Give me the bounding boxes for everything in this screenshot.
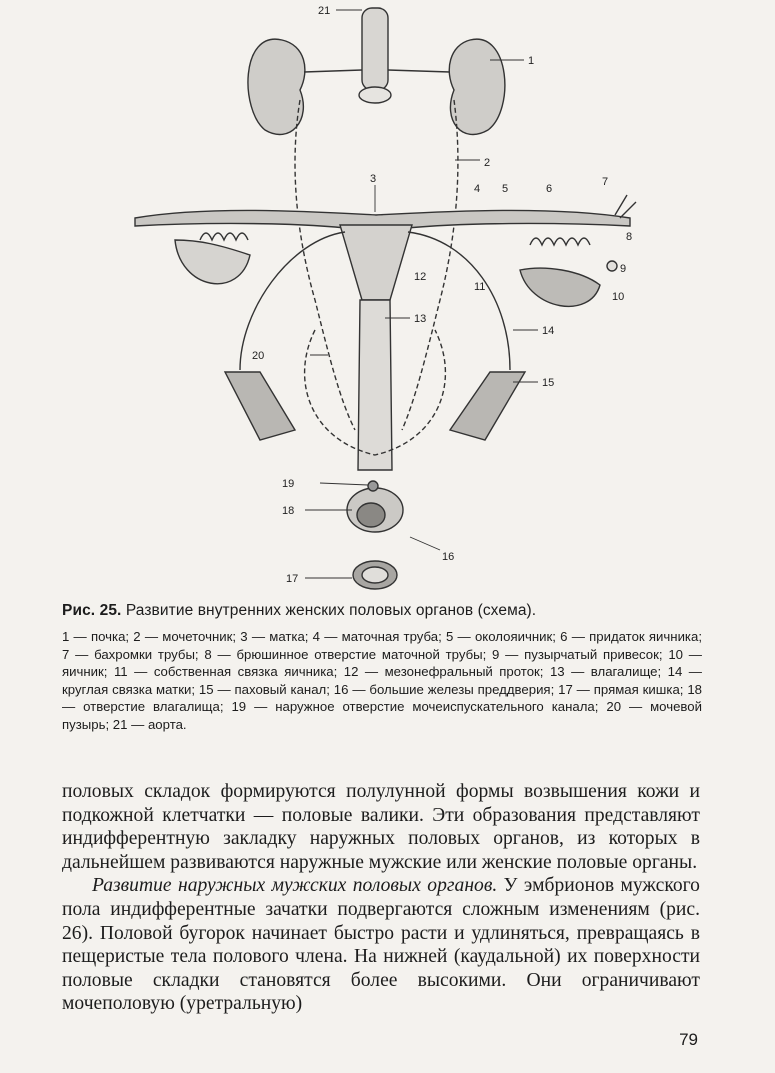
caption-title (62, 602, 702, 620)
label-14: 14 (542, 325, 555, 337)
label-15: 15 (542, 377, 555, 389)
label-12: 12 (414, 271, 427, 283)
anatomy-figure (90, 0, 690, 600)
label-11: 11 (474, 281, 486, 293)
paragraph-2 (62, 874, 700, 1016)
label-8: 8 (626, 231, 633, 243)
paragraph-2-text: У эмбрионов мужского пола индифферентные зачатки подвергаются сложным изменениям (рис. 26). Половой бугорок начинает быстро расти и удлиняться, превращаясь в пещеристые тела полового члена. На нижней (каудальной) их поверхности половые складки становятся более высокими. Они ограничивают мочеполовую (уретральную) (62, 875, 700, 1015)
paragraph-1: половых складок формируются полулунной формы возвышения кожи и подкожной клетчатки — половые валики. Эти образования представляют индифферентную закладку наружных половых органов, из которых в дальнейшем развиваются наружные мужские или женские половые органы. (62, 781, 700, 873)
label-21: 21 (318, 5, 331, 17)
label-17: 17 (286, 573, 299, 585)
label-9: 9 (620, 263, 627, 275)
uterus (340, 225, 412, 300)
aorta (362, 8, 388, 90)
paragraph-2-heading: Развитие наружных мужских половых органов. (92, 875, 498, 897)
label-7: 7 (602, 176, 609, 188)
inguinal-canal-left (225, 372, 295, 440)
figure-drawing (90, 0, 690, 600)
kidney-right (449, 39, 505, 134)
label-3: 3 (370, 173, 377, 185)
caption-title-text: Развитие внутренних женских половых органов (схема). (121, 602, 537, 619)
caption-figure-number: Рис. 25. (62, 602, 122, 619)
page-number: 79 (679, 1030, 698, 1049)
figure-caption (62, 602, 702, 734)
ureter-left (295, 100, 355, 430)
ureter-right (402, 100, 458, 430)
label-5: 5 (502, 183, 509, 195)
vaginal-opening (357, 503, 385, 527)
label-6: 6 (546, 183, 553, 195)
label-4: 4 (474, 183, 481, 195)
label-1: 1 (528, 55, 535, 67)
vagina (358, 300, 392, 470)
label-18: 18 (282, 505, 295, 517)
label-20: 20 (252, 350, 265, 362)
label-2: 2 (484, 157, 491, 169)
label-13: 13 (414, 313, 427, 325)
body-text (62, 780, 700, 1016)
label-16: 16 (442, 551, 455, 563)
ovary-right (520, 268, 600, 306)
label-10: 10 (612, 291, 625, 303)
kidney-left (248, 39, 305, 134)
caption-legend: 1 — почка; 2 — мочеточник; 3 — матка; 4 — маточная труба; 5 — околояичник; 6 — придаток яичника; 7 — бахромки трубы; 8 — брюшинное отверстие маточной трубы; 9 — пузырчатый привесок; 10 — яичник; 11 — собственная связка яичника; 12 — мезонефральный проток; 13 — влагалище; 14 — круглая связка матки; 15 — паховый канал; 16 — большие железы преддверия; 17 — прямая кишка; 18 — отверстие влагалища; 19 — наружное отверстие мочеиспускательного канала; 20 — мочевой пузырь; 21 — аорта. (62, 629, 702, 732)
label-19: 19 (282, 478, 295, 490)
